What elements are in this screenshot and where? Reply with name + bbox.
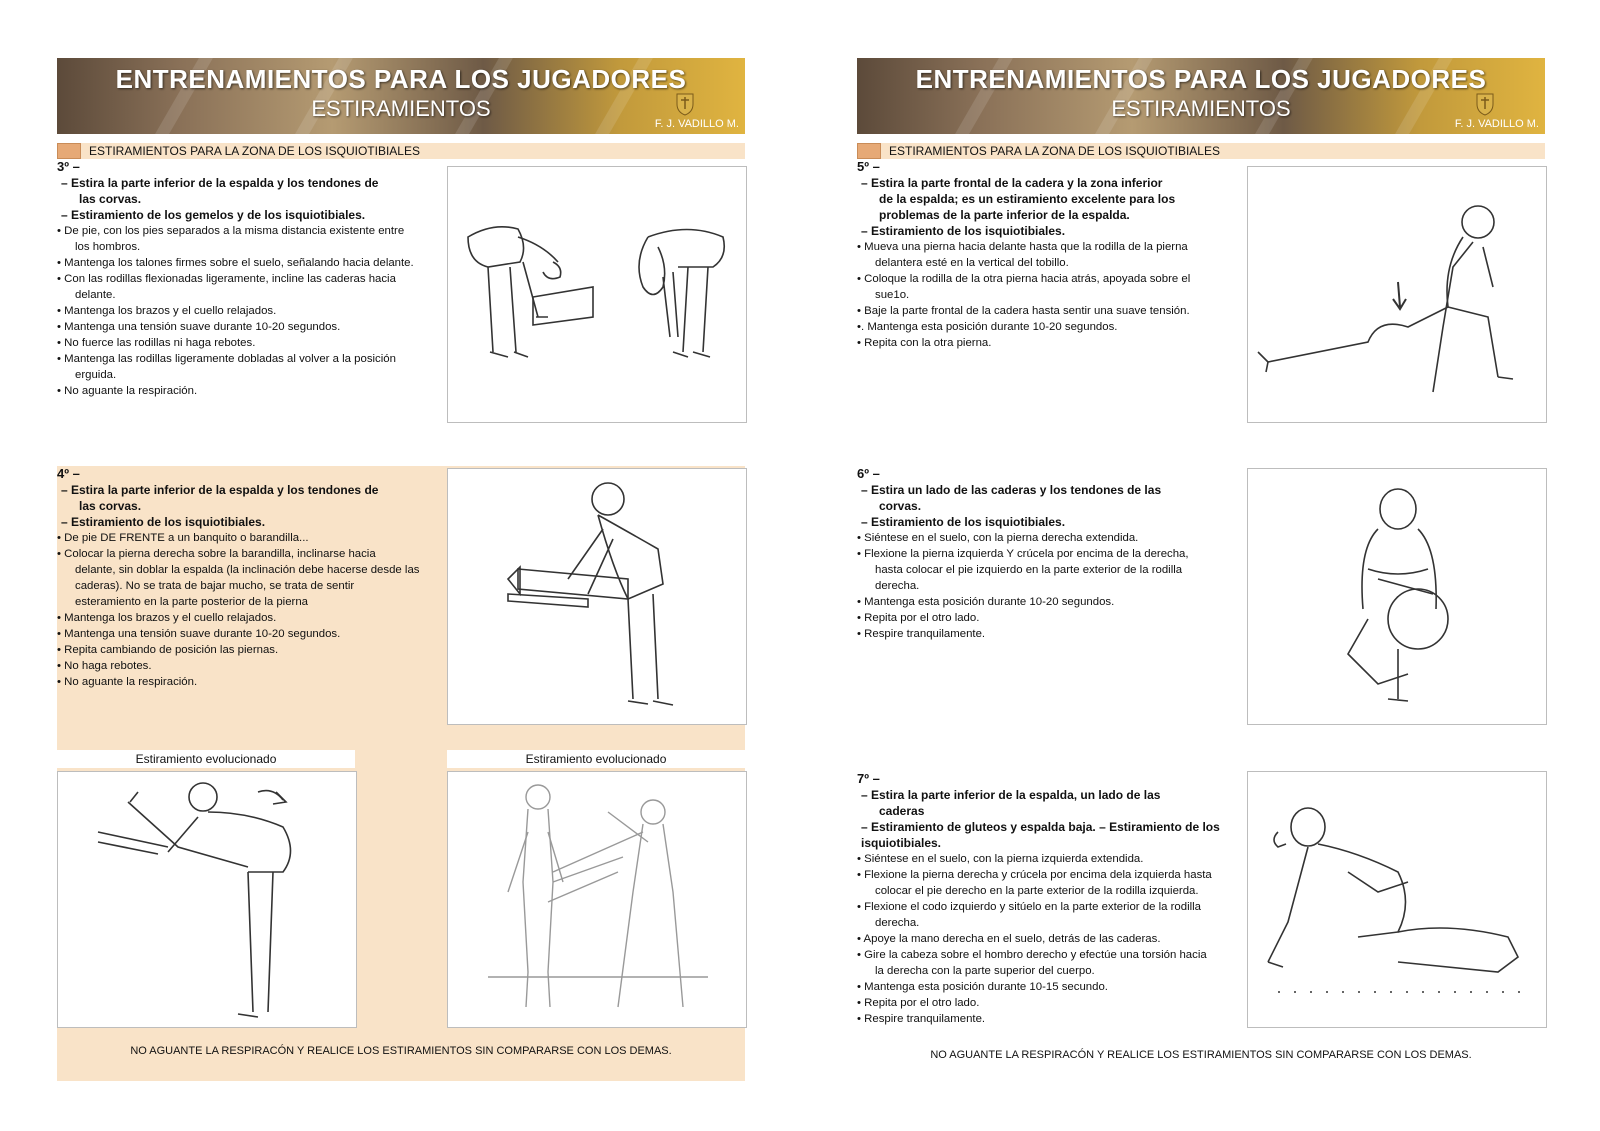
exercise-number: 4º –	[57, 466, 80, 481]
bullet-line: • Siéntese en el suelo, con la pierna derecha extendida.	[857, 532, 1139, 544]
bullet-line: • Baje la parte frontal de la cadera hasta sentir una suave tensión.	[857, 305, 1190, 317]
exercise-headings	[857, 482, 1249, 530]
page-title: ENTRENAMIENTOS PARA LOS JUGADORES	[915, 64, 1487, 94]
page-title: ENTRENAMIENTOS PARA LOS JUGADORES	[115, 64, 687, 94]
bullet-line: • Flexione la pierna derecha y crúcela por encima dela izquierda hasta	[857, 869, 1212, 881]
bullet-line: • Flexione el codo izquierdo y sitúelo en la parte exterior de la rodilla	[857, 901, 1201, 913]
exercise-number: 6º –	[857, 466, 880, 481]
illustration-evolved-right	[447, 771, 747, 1028]
bullet-line: la derecha con la parte superior del cuerpo.	[875, 965, 1095, 977]
heading-line: de la espalda; es un estiramiento excelente para los	[879, 192, 1176, 206]
footer-note: NO AGUANTE LA RESPIRACÓN Y REALICE LOS ESTIRAMIENTOS SIN COMPARARSE CON LOS DEMAS.	[930, 1049, 1472, 1061]
section-marker	[857, 143, 881, 159]
illustration-evolved-left	[57, 771, 357, 1028]
bullet-line: • Gire la cabeza sobre el hombro derecho y efectúe una torsión hacia	[857, 949, 1207, 961]
bullet-line: • Coloque la rodilla de la otra pierna hacia atrás, apoyada sobre el	[857, 273, 1191, 285]
bullet-line: • Repita con la otra pierna.	[857, 337, 992, 349]
heading-line: problemas de la parte inferior de la espalda.	[879, 208, 1130, 222]
bullet-line: colocar el pie derecho en la parte exterior de la rodilla izquierda.	[875, 885, 1199, 897]
bullet-line: • Apoye la mano derecha en el suelo, detrás de las caderas.	[857, 933, 1161, 945]
bullet-line: delantera esté en la vertical del tobillo.	[875, 257, 1069, 269]
exercise-3	[57, 159, 449, 399]
heading-line: – Estira un lado de las caderas y los tendones de las	[861, 483, 1162, 497]
crest-icon	[675, 92, 695, 116]
section-bar	[57, 143, 745, 159]
section-bar	[857, 143, 1545, 159]
bullet-line: derecha.	[875, 917, 920, 929]
bullet-line: • Mantenga los talones firmes sobre el suelo, señalando hacia delante.	[57, 257, 414, 269]
bullet-line: • De pie DE FRENTE a un banquito o barandilla...	[57, 532, 309, 544]
right-page	[800, 0, 1600, 1131]
heading-line: las corvas.	[79, 192, 142, 206]
exercise-bullets	[57, 530, 449, 690]
heading-line: – Estiramiento de los isquiotibiales.	[61, 515, 266, 529]
exercise-headings	[857, 175, 1249, 239]
heading-line: – Estiramiento de los isquiotibiales.	[861, 515, 1066, 529]
exercise-headings	[57, 482, 449, 530]
exercise-bullets	[857, 851, 1249, 1027]
bullet-line: • No aguante la respiración.	[57, 676, 198, 688]
exercise-bullets	[857, 530, 1249, 642]
bullet-line: los hombros.	[75, 241, 141, 253]
exercise-number: 7º –	[857, 771, 880, 786]
illustration-exercise-5	[1247, 166, 1547, 423]
section-marker	[57, 143, 81, 159]
heading-line: corvas.	[879, 499, 922, 513]
bullet-line: • Repita por el otro lado.	[857, 997, 980, 1009]
bullet-line: • Colocar la pierna derecha sobre la barandilla, inclinarse hacia	[57, 548, 376, 560]
bullet-line: • No fuerce las rodillas ni haga rebotes.	[57, 337, 256, 349]
bullet-line: • No haga rebotes.	[57, 660, 152, 672]
bullet-line: erguida.	[75, 369, 117, 381]
exercise-headings	[857, 787, 1249, 851]
bullet-line: • Mueva una pierna hacia delante hasta que la rodilla de la pierna	[857, 241, 1188, 253]
heading-line: – Estiramiento de los isquiotibiales.	[861, 820, 1220, 850]
exercise-number: 5º –	[857, 159, 880, 174]
exercise-6	[857, 466, 1249, 642]
bullet-line: • Mantenga esta posición durante 10-15 secundo.	[857, 981, 1108, 993]
heading-line: – Estiramiento de los gemelos y de los isquiotibiales.	[61, 208, 366, 222]
bullet-line: delante.	[75, 289, 116, 301]
illustration-exercise-6	[1247, 468, 1547, 725]
bullet-line: • De pie, con los pies separados a la misma distancia existente entre	[57, 225, 405, 237]
bullet-line: • Mantenga las rodillas ligeramente dobladas al volver a la posición	[57, 353, 396, 365]
exercise-7	[857, 771, 1249, 1027]
heading-line: – Estiramiento de gluteos y espalda baja.	[861, 820, 1096, 834]
bullet-line: • Mantenga los brazos y el cuello relajados.	[57, 612, 277, 624]
illustration-exercise-4	[447, 468, 747, 725]
heading-line: – Estira la parte inferior de la espalda y los tendones de	[61, 483, 379, 497]
bullet-line: • Flexione la pierna izquierda Y crúcela por encima de la derecha,	[857, 548, 1189, 560]
bullet-line: derecha.	[875, 580, 920, 592]
bullet-line: caderas). No se trata de bajar mucho, se trata de sentir	[75, 580, 355, 592]
caption-evolved-right: Estiramiento evolucionado	[447, 750, 745, 768]
heading-line: – Estira la parte inferior de la espalda y los tendones de	[61, 176, 379, 190]
bullet-line: delante, sin doblar la espalda (la inclinación debe hacerse desde las	[75, 564, 420, 576]
section-label: ESTIRAMIENTOS PARA LA ZONA DE LOS ISQUIOTIBIALES	[889, 144, 1220, 158]
heading-line: – Estiramiento de los isquiotibiales.	[861, 224, 1066, 238]
title-banner	[857, 58, 1545, 134]
bullet-line: • Respire tranquilamente.	[857, 628, 986, 640]
exercise-4	[57, 466, 449, 690]
exercise-bullets	[57, 223, 449, 399]
title-banner	[57, 58, 745, 134]
heading-line: – Estira la parte inferior de la espalda, un lado de las	[861, 788, 1161, 802]
bullet-line: sue1o.	[875, 289, 910, 301]
bullet-line: • Respire tranquilamente.	[857, 1013, 986, 1025]
bullet-line: esteramiento en la parte posterior de la pierna	[75, 596, 309, 608]
caption-evolved-left: Estiramiento evolucionado	[57, 750, 355, 768]
author-credit: F. J. VADILLO M.	[654, 118, 739, 130]
page-subtitle: ESTIRAMIENTOS	[1111, 96, 1291, 121]
bullet-line: • Mantenga esta posición durante 10-20 segundos.	[857, 596, 1115, 608]
bullet-line: • Repita por el otro lado.	[857, 612, 980, 624]
bullet-line: • No aguante la respiración.	[57, 385, 198, 397]
exercise-5	[857, 159, 1249, 351]
bullet-line: • Mantenga una tensión suave durante 10-20 segundos.	[57, 321, 341, 333]
heading-line: – Estira la parte frontal de la cadera y la zona inferior	[861, 176, 1163, 190]
bullet-line: • Mantenga una tensión suave durante 10-20 segundos.	[57, 628, 341, 640]
heading-line: caderas	[879, 804, 925, 818]
bullet-line: • Mantenga los brazos y el cuello relajados.	[57, 305, 277, 317]
bullet-line: •. Mantenga esta posición durante 10-20 segundos.	[857, 321, 1118, 333]
illustration-exercise-3	[447, 166, 747, 423]
bullet-line: • Siéntese en el suelo, con la pierna izquierda extendida.	[857, 853, 1144, 865]
footer-note: NO AGUANTE LA RESPIRACÓN Y REALICE LOS ESTIRAMIENTOS SIN COMPARARSE CON LOS DEMAS.	[130, 1045, 672, 1057]
page-subtitle: ESTIRAMIENTOS	[311, 96, 491, 121]
exercise-number: 3º –	[57, 159, 80, 174]
crest-icon	[1475, 92, 1495, 116]
section-label: ESTIRAMIENTOS PARA LA ZONA DE LOS ISQUIOTIBIALES	[89, 144, 420, 158]
bullet-line: • Repita cambiando de posición las piernas.	[57, 644, 279, 656]
author-credit: F. J. VADILLO M.	[1454, 118, 1539, 130]
illustration-exercise-7	[1247, 771, 1547, 1028]
bullet-line: hasta colocar el pie izquierdo en la parte exterior de la rodilla	[875, 564, 1183, 576]
heading-line: las corvas.	[79, 499, 142, 513]
bullet-line: • Con las rodillas flexionadas ligeramente, incline las caderas hacia	[57, 273, 396, 285]
exercise-bullets	[857, 239, 1249, 351]
exercise-headings	[57, 175, 449, 223]
